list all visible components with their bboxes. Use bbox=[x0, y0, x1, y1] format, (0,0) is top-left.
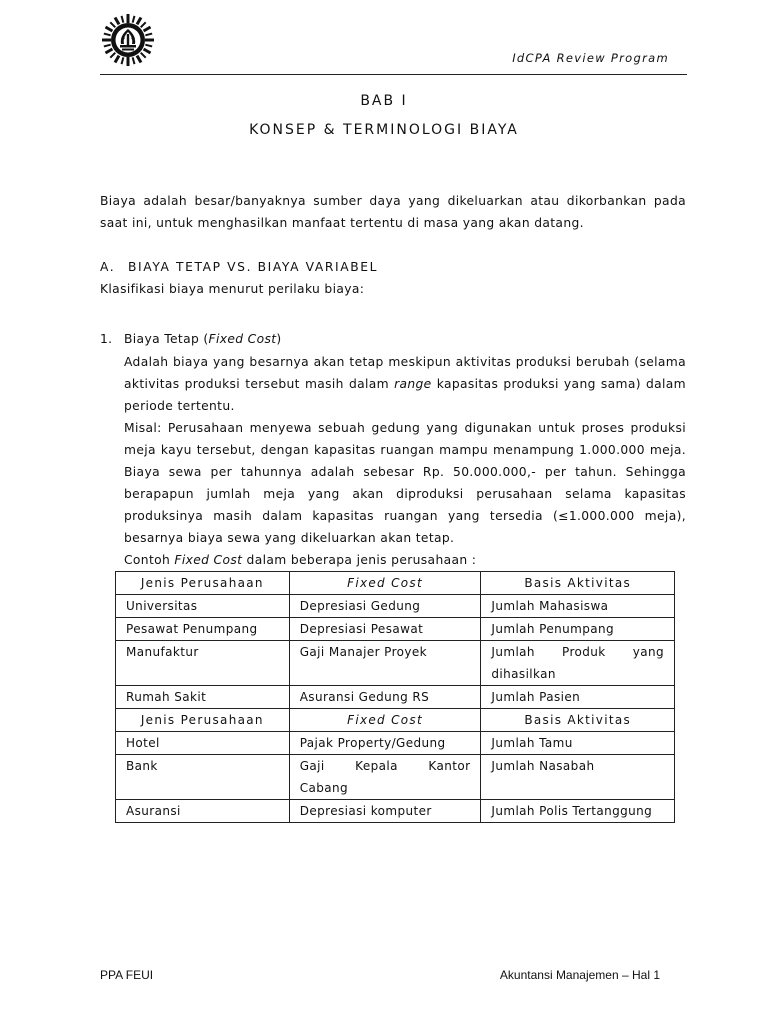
footer-page-info: Akuntansi Manajemen – Hal 1 bbox=[499, 968, 660, 982]
item-1-label-close: ) bbox=[276, 332, 282, 346]
cell-line-1: Jumlah Produk yang bbox=[491, 645, 664, 659]
table-intro-italic: Fixed Cost bbox=[174, 553, 243, 567]
header-divider bbox=[100, 74, 687, 75]
table-row bbox=[116, 618, 675, 641]
cell-line-2: dihasilkan bbox=[491, 667, 556, 681]
header-basis-aktivitas: Basis Aktivitas bbox=[481, 709, 675, 732]
table-cell: Depresiasi Pesawat bbox=[289, 618, 481, 641]
table-cell: Jumlah Polis Tertanggung bbox=[481, 800, 675, 823]
table-header-row-repeat bbox=[116, 709, 675, 732]
section-a-subtitle: Klasifikasi biaya menurut perilaku biaya: bbox=[100, 282, 365, 296]
table-cell: Pesawat Penumpang bbox=[116, 618, 290, 641]
header-fixed-cost: Fixed Cost bbox=[289, 709, 481, 732]
table-row bbox=[116, 755, 675, 800]
table-cell bbox=[481, 641, 675, 686]
table-cell bbox=[289, 755, 481, 800]
chapter-label: BAB I bbox=[360, 93, 408, 109]
section-a-title: BIAYA TETAP VS. BIAYA VARIABEL bbox=[128, 260, 379, 274]
definition-text-2: kapasitas produksi yang sama) dalam periode tertentu. bbox=[124, 377, 687, 413]
makara-seal-icon bbox=[102, 14, 154, 66]
section-a-marker: A. bbox=[100, 260, 116, 274]
cell-line-1: Gaji Kepala Kantor bbox=[299, 759, 471, 773]
footer-institution: PPA FEUI bbox=[100, 968, 154, 982]
table-cell: Bank bbox=[116, 755, 290, 800]
item-1-label-italic: Fixed Cost bbox=[208, 332, 277, 346]
fixed-cost-table bbox=[115, 571, 675, 823]
university-seal-logo bbox=[102, 14, 154, 66]
table-cell: Manufaktur bbox=[116, 641, 290, 686]
table-row bbox=[116, 641, 675, 686]
table-cell: Asuransi bbox=[116, 800, 290, 823]
cell-line-2: Cabang bbox=[299, 781, 349, 795]
section-a-heading bbox=[100, 256, 686, 278]
table-cell: Jumlah Nasabah bbox=[481, 755, 675, 800]
item-1-label: Biaya Tetap ( bbox=[124, 332, 209, 346]
header-jenis-perusahaan: Jenis Perusahaan bbox=[116, 709, 290, 732]
table-cell: Asuransi Gedung RS bbox=[289, 686, 481, 709]
item-1-definition bbox=[124, 351, 686, 417]
intro-paragraph: Biaya adalah besar/banyaknya sumber daya yang dikeluarkan atau dikorbankan pada saat ini, untuk menghasilkan manfaat tertentu di masa yang akan datang. bbox=[100, 194, 686, 230]
table-row bbox=[116, 732, 675, 755]
table-cell: Rumah Sakit bbox=[116, 686, 290, 709]
header-fixed-cost: Fixed Cost bbox=[289, 572, 481, 595]
table-cell: Jumlah Tamu bbox=[481, 732, 675, 755]
table-intro-text-2: dalam beberapa jenis perusahaan : bbox=[242, 553, 477, 567]
chapter-title: KONSEP & TERMINOLOGI BIAYA bbox=[249, 122, 519, 138]
document-body bbox=[100, 190, 686, 571]
table-intro-text-1: Contoh bbox=[124, 553, 175, 567]
definition-text-1: Adalah biaya yang besarnya akan tetap meskipun aktivitas produksi berubah (selama aktivitas produksi tersebut masih dalam bbox=[124, 355, 686, 391]
table-cell: Jumlah Pasien bbox=[481, 686, 675, 709]
table-row bbox=[116, 595, 675, 618]
table-cell: Depresiasi Gedung bbox=[289, 595, 481, 618]
table-cell: Depresiasi komputer bbox=[289, 800, 481, 823]
item-1-example: Misal: Perusahaan menyewa sebuah gedung yang digunakan untuk proses produksi meja kayu tersebut, dengan kapasitas ruangan mampu menampung 1.000.000 meja. Biaya sewa per tahunnya adalah sebesar Rp. 50.000.000,- per tahun. Sehingga berapapun jumlah meja yang akan diproduksi perusahaan selama kapasitas produksinya masih dalam kapasitas ruangan yang tersedia (≤1.000.000 meja), besarnya biaya sewa yang dikeluarkan akan tetap. bbox=[124, 421, 686, 545]
definition-italic: range bbox=[394, 377, 432, 391]
table-row bbox=[116, 800, 675, 823]
table-intro bbox=[124, 549, 686, 571]
table-cell: Pajak Property/Gedung bbox=[289, 732, 481, 755]
header-jenis-perusahaan: Jenis Perusahaan bbox=[116, 572, 290, 595]
table-header-row bbox=[116, 572, 675, 595]
table-cell: Universitas bbox=[116, 595, 290, 618]
item-1-number: 1. bbox=[100, 332, 113, 346]
item-1-heading bbox=[100, 328, 686, 350]
program-name: IdCPA Review Program bbox=[512, 51, 669, 65]
table-cell: Jumlah Mahasiswa bbox=[481, 595, 675, 618]
table-row bbox=[116, 686, 675, 709]
table-cell: Gaji Manajer Proyek bbox=[289, 641, 481, 686]
table-cell: Hotel bbox=[116, 732, 290, 755]
header-basis-aktivitas: Basis Aktivitas bbox=[481, 572, 675, 595]
table-cell: Jumlah Penumpang bbox=[481, 618, 675, 641]
